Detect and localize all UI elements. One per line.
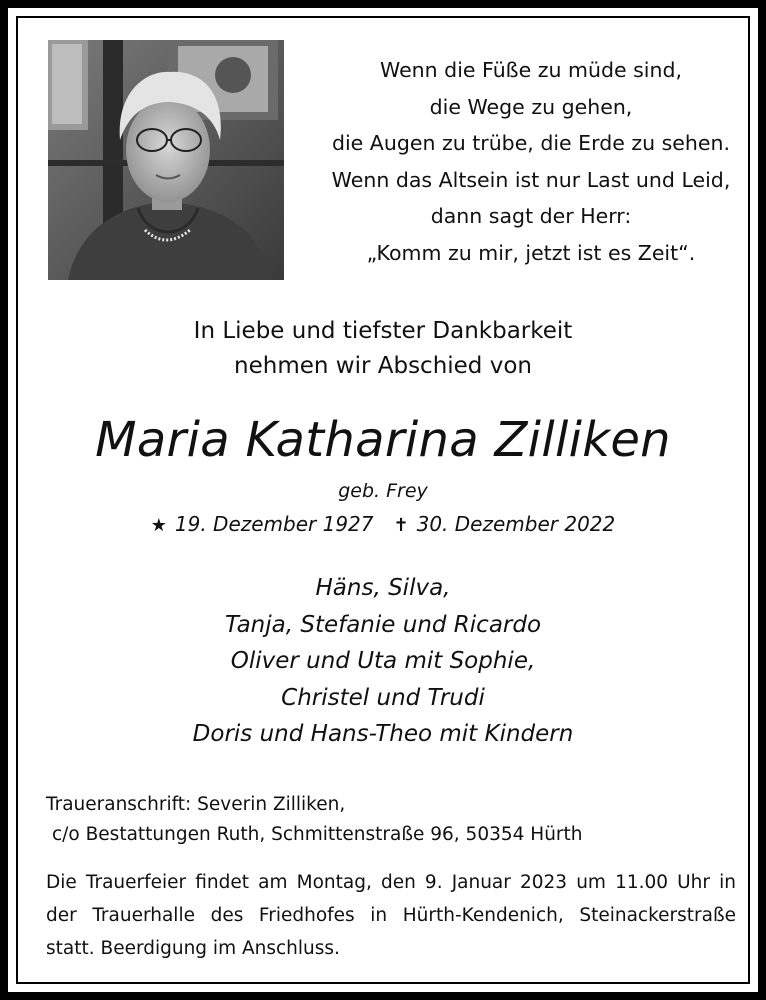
ceremony-line: der Trauerhalle des Friedhofes in Hürth-Kendenich, Steinackerstraße: [46, 905, 736, 926]
family-line: Tanja, Stefanie und Ricardo: [224, 611, 542, 638]
family-line: Oliver und Uta mit Sophie,: [230, 648, 536, 674]
family-line: Christel und Trudi: [281, 684, 485, 711]
poem-line: Wenn das Altsein ist nur Last und Leid,: [331, 167, 731, 192]
cross-icon: ✝: [393, 515, 409, 536]
death-date: 30. Dezember 2022: [416, 512, 616, 536]
birth-date: 19. Dezember 1927: [174, 512, 374, 536]
poem-line: Wenn die Füße zu müde sind,: [380, 58, 682, 82]
family-list: [18, 570, 748, 753]
poem-line: die Augen zu trübe, die Erde zu sehen.: [331, 131, 731, 155]
portrait-photo: [48, 40, 284, 280]
poem: [318, 52, 744, 271]
intro-line: In Liebe und tiefster Dankbarkeit: [193, 318, 573, 344]
maiden-name: geb. Frey: [338, 480, 428, 502]
address-line: c/o Bestattungen Ruth, Schmittenstraße 96, 50354 Hürth: [52, 824, 583, 845]
poem-line: dann sagt der Herr:: [430, 204, 632, 228]
ceremony-line: Die Trauerfeier findet am Montag, den 9. Januar 2023 um 11.00 Uhr in: [46, 872, 736, 893]
star-icon: ★: [150, 515, 167, 536]
ceremony-info: [46, 866, 736, 965]
family-line: Doris und Hans-Theo mit Kindern: [192, 721, 574, 747]
family-line: Häns, Silva,: [315, 575, 451, 601]
ceremony-line: statt. Beerdigung im Anschluss.: [46, 938, 340, 959]
intro-text: [18, 314, 748, 384]
inner-frame: [16, 16, 750, 984]
deceased-name: Maria Katharina Zilliken: [95, 412, 671, 468]
poem-line: die Wege zu gehen,: [429, 94, 633, 119]
obituary-card: [8, 8, 758, 992]
poem-line: „Komm zu mir, jetzt ist es Zeit“.: [366, 240, 696, 265]
mourning-address: [46, 790, 583, 850]
address-line: Traueranschrift: Severin Zilliken,: [46, 794, 346, 815]
life-dates: [18, 512, 748, 536]
intro-line: nehmen wir Abschied von: [234, 353, 532, 379]
